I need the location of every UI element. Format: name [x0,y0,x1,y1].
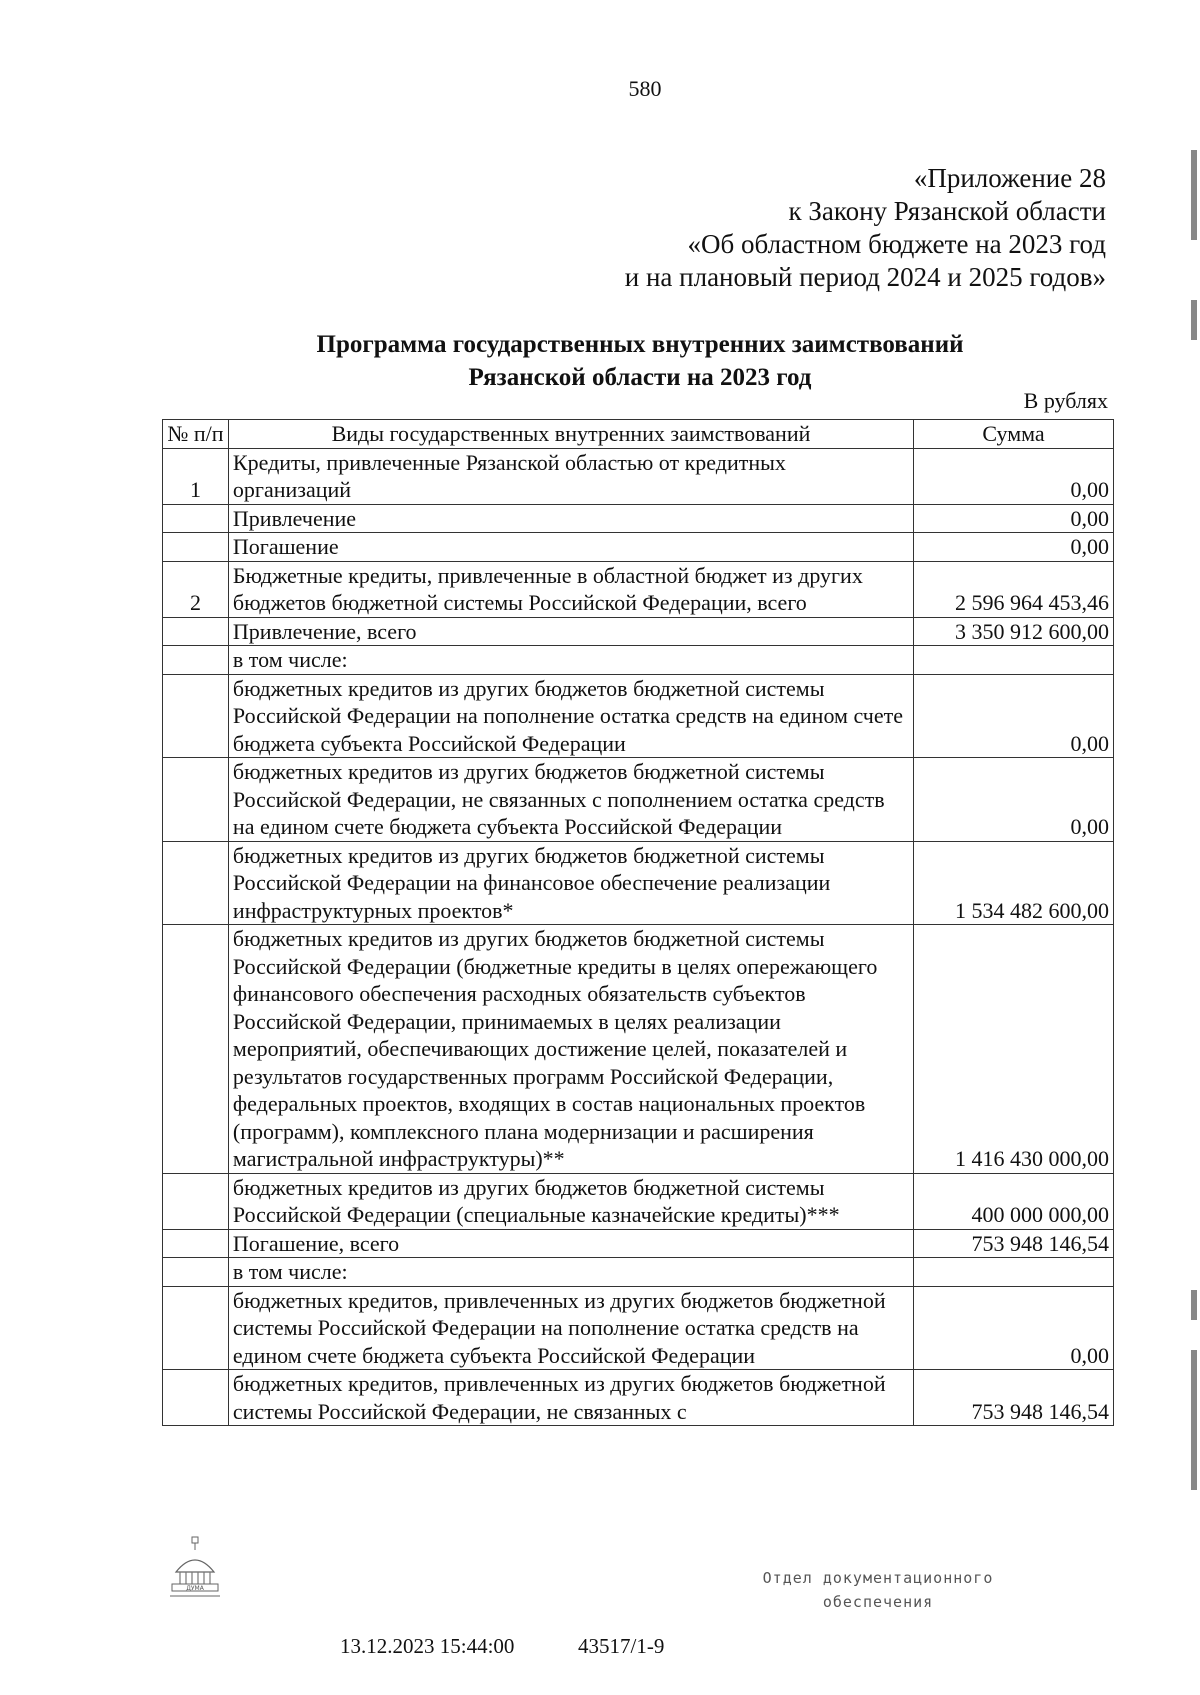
row-sum [914,646,1114,675]
row-name: Погашение [228,533,913,562]
table-body [163,448,1114,1426]
table-header-row [163,420,1114,449]
row-name: Бюджетные кредиты, привлеченные в областной бюджет из других бюджетов бюджетной системы Российской Федерации, всего [228,561,913,617]
row-name: бюджетных кредитов из других бюджетов бюджетной системы Российской Федерации на пополнение остатка средств на едином счете бюджета субъекта Российской Федерации [228,674,913,758]
row-sum: 1 534 482 600,00 [914,841,1114,925]
row-num [163,1286,229,1370]
table-row [163,646,1114,675]
row-num [163,1173,229,1229]
table-row [163,925,1114,1174]
row-sum: 1 416 430 000,00 [914,925,1114,1174]
row-name: бюджетных кредитов, привлеченных из других бюджетов бюджетной системы Российской Федерации на пополнение остатка средств на едином счете бюджета субъекта Российской Федерации [228,1286,913,1370]
row-num [163,617,229,646]
table-row [163,1229,1114,1258]
page-number: 580 [628,76,662,101]
row-sum: 0,00 [914,533,1114,562]
logo-text: ДУМА [186,1585,204,1592]
department-stamp [728,1566,1028,1614]
row-name: в том числе: [228,646,913,675]
duma-logo [168,1536,222,1600]
row-name: в том числе: [228,1258,913,1287]
row-name: Привлечение, всего [228,617,913,646]
appendix-line: к Закону Рязанской области [788,196,1106,226]
row-sum [914,1258,1114,1287]
row-name: Погашение, всего [228,1229,913,1258]
appendix-header [625,162,1106,294]
row-num [163,841,229,925]
appendix-line: и на плановый период 2024 и 2025 годов» [624,262,1106,292]
table-row [163,504,1114,533]
row-num [163,1258,229,1287]
table-row [163,1370,1114,1426]
row-name: Кредиты, привлеченные Рязанской областью от кредитных организаций [228,448,913,504]
footer-doc-number: 43517/1-9 [578,1634,665,1658]
row-num [163,925,229,1174]
row-num: 2 [163,561,229,617]
title-line: Рязанской области на 2023 год [468,364,812,391]
table-row [163,1173,1114,1229]
row-name: бюджетных кредитов из других бюджетов бюджетной системы Российской Федерации (бюджетные кредиты в целях опережающего финансового обеспечения расходных обязательств субъектов Российской Федерации, принимаемых в целях реализации мероприятий, обеспечивающих достижение целей, показателей и результатов государственных программ Российской Федерации, федеральных проектов, входящих в состав национальных проектов (программ), комплексного плана модернизации и расширения магистральной инфраструктуры)** [228,925,913,1174]
scan-edge-marks [1186,0,1200,1695]
header-name: Виды государственных внутренних заимствований [228,420,913,449]
row-sum: 0,00 [914,448,1114,504]
table-row [163,1258,1114,1287]
stamp-line: Отдел документационного [762,1569,994,1587]
table-row [163,841,1114,925]
row-num [163,533,229,562]
table-row [163,674,1114,758]
row-name: бюджетных кредитов из других бюджетов бюджетной системы Российской Федерации на финансовое обеспечение реализации инфраструктурных проектов* [228,841,913,925]
row-sum: 400 000 000,00 [914,1173,1114,1229]
table-row [163,448,1114,504]
row-num [163,646,229,675]
table-row [163,758,1114,842]
document-title [175,328,1105,394]
row-num [163,504,229,533]
row-name: бюджетных кредитов из других бюджетов бюджетной системы Российской Федерации (специальные казначейские кредиты)*** [228,1173,913,1229]
row-sum: 0,00 [914,1286,1114,1370]
appendix-line: «Об областном бюджете на 2023 год [687,229,1106,259]
row-num: 1 [163,448,229,504]
row-name: бюджетных кредитов из других бюджетов бюджетной системы Российской Федерации, не связанных с пополнением остатка средств на едином счете бюджета субъекта Российской Федерации [228,758,913,842]
row-name: Привлечение [228,504,913,533]
header-sum: Сумма [914,420,1114,449]
row-sum: 0,00 [914,674,1114,758]
title-line: Программа государственных внутренних заимствований [316,331,964,358]
borrowings-table [162,419,1114,1426]
table-row [163,561,1114,617]
row-num [163,758,229,842]
row-num [163,674,229,758]
row-sum: 753 948 146,54 [914,1229,1114,1258]
row-num [163,1370,229,1426]
row-name: бюджетных кредитов, привлеченных из других бюджетов бюджетной системы Российской Федерации, не связанных с [228,1370,913,1426]
header-num: № п/п [163,420,229,449]
table-row [163,1286,1114,1370]
row-sum: 753 948 146,54 [914,1370,1114,1426]
stamp-line: обеспечения [822,1593,934,1611]
units-label: В рублях [1023,388,1108,413]
appendix-line: «Приложение 28 [913,163,1106,193]
row-sum: 0,00 [914,504,1114,533]
table-row [163,617,1114,646]
footer-date: 13.12.2023 15:44:00 [340,1634,515,1658]
table-row [163,533,1114,562]
row-num [163,1229,229,1258]
row-sum: 3 350 912 600,00 [914,617,1114,646]
row-sum: 0,00 [914,758,1114,842]
row-sum: 2 596 964 453,46 [914,561,1114,617]
